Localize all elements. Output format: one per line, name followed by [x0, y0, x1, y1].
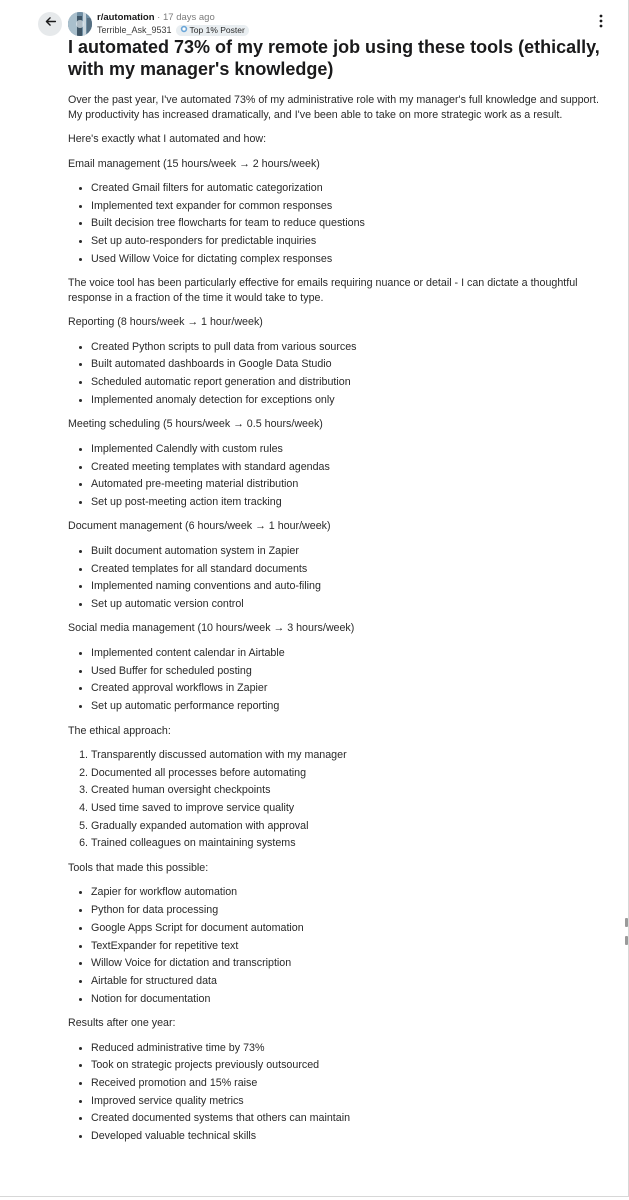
more-vertical-icon [599, 14, 603, 33]
meta-separator: · [157, 12, 161, 23]
section-heading-documents: Document management (6 hours/week → 1 hour/week) [68, 520, 331, 533]
post-title: I automated 73% of my remote job using these tools (ethically, with my manager's knowledge) [68, 37, 600, 79]
list-item: 4. Used time saved to improve service quality [91, 801, 613, 816]
list-item: • Created Gmail filters for automatic categorization [91, 181, 613, 196]
scroll-edge-marks [624, 914, 629, 954]
subreddit-avatar[interactable] [68, 12, 92, 36]
list-item: • Set up automatic version control [91, 597, 613, 612]
list-item: • Used Willow Voice for dictating complex responses [91, 252, 613, 267]
list-item: • Scheduled automatic report generation and distribution [91, 375, 613, 390]
reporting-list [68, 340, 613, 408]
subreddit-link[interactable]: r/automation [97, 12, 155, 23]
list-item: • Reduced administrative time by 73% [91, 1041, 613, 1056]
list-item: • Developed valuable technical skills [91, 1129, 613, 1144]
list-item: • Built automated dashboards in Google Data Studio [91, 357, 613, 372]
meetings-list [68, 442, 613, 510]
list-item: • Implemented Calendly with custom rules [91, 442, 613, 457]
results-list [68, 1041, 613, 1144]
list-item: • Implemented naming conventions and auto-filing [91, 579, 613, 594]
list-item: 2. Documented all processes before automating [91, 766, 613, 781]
list-item: 3. Created human oversight checkpoints [91, 783, 613, 798]
list-item: • Built document automation system in Zapier [91, 544, 613, 559]
tools-list [68, 885, 613, 1006]
list-item: • Zapier for workflow automation [91, 885, 613, 900]
list-item: • Created approval workflows in Zapier [91, 681, 613, 696]
section-heading-meetings: Meeting scheduling (5 hours/week → 0.5 hours/week) [68, 418, 323, 431]
post-meta [97, 12, 249, 36]
badge-icon [180, 25, 190, 36]
lead-paragraph: Here's exactly what I automated and how: [68, 133, 267, 145]
list-item: • Created documented systems that others can maintain [91, 1111, 613, 1126]
list-item: 1. Transparently discussed automation with my manager [91, 748, 613, 763]
section-heading-social: Social media management (10 hours/week → 3 hours/week) [68, 622, 355, 635]
section-heading-email: Email management (15 hours/week → 2 hours/week) [68, 157, 320, 170]
list-item: • Automated pre-meeting material distribution [91, 477, 613, 492]
list-item: • Created Python scripts to pull data from various sources [91, 340, 613, 355]
intro-paragraph: Over the past year, I've automated 73% of my administrative role with my manager's full knowledge and support. My productivity has increased dramatically, and I've been able to take on more strategic work as a result. [68, 94, 599, 121]
list-item: • TextExpander for repetitive text [91, 939, 613, 954]
back-button[interactable] [38, 12, 62, 36]
user-flair [176, 25, 249, 36]
list-item: 5. Gradually expanded automation with approval [91, 819, 613, 834]
voice-tool-note: The voice tool has been particularly effective for emails requiring nuance or detail - I can dictate a thoughtful response in a fraction of the time it would take to type. [68, 277, 578, 304]
more-options-button[interactable] [594, 14, 608, 32]
list-item: • Google Apps Script for document automation [91, 921, 613, 936]
list-item: • Implemented text expander for common responses [91, 199, 613, 214]
list-item: • Set up auto-responders for predictable inquiries [91, 234, 613, 249]
social-list [68, 646, 613, 714]
list-item: • Took on strategic projects previously outsourced [91, 1058, 613, 1073]
list-item: • Received promotion and 15% raise [91, 1076, 613, 1091]
email-list [68, 181, 613, 266]
list-item: • Implemented anomaly detection for exceptions only [91, 393, 613, 408]
list-item: • Set up automatic performance reporting [91, 699, 613, 714]
post-time: 17 days ago [162, 12, 215, 23]
section-heading-tools: Tools that made this possible: [68, 861, 209, 874]
flair-label: Top 1% Poster [189, 24, 245, 35]
section-heading-reporting: Reporting (8 hours/week → 1 hour/week) [68, 316, 263, 329]
list-item: • Set up post-meeting action item tracking [91, 495, 613, 510]
list-item: • Built decision tree flowcharts for team to reduce questions [91, 216, 613, 231]
author-link[interactable]: Terrible_Ask_9531 [97, 25, 172, 35]
list-item: • Used Buffer for scheduled posting [91, 664, 613, 679]
list-item: • Willow Voice for dictation and transcription [91, 956, 613, 971]
list-item: • Created meeting templates with standard agendas [91, 460, 613, 475]
section-heading-ethics: The ethical approach: [68, 724, 171, 737]
section-heading-results: Results after one year: [68, 1017, 176, 1030]
list-item: • Created templates for all standard documents [91, 562, 613, 577]
arrow-left-icon [44, 15, 57, 33]
ethics-list [68, 748, 613, 851]
list-item: • Python for data processing [91, 903, 613, 918]
post-body [68, 93, 613, 1154]
list-item: • Improved service quality metrics [91, 1094, 613, 1109]
list-item: • Airtable for structured data [91, 974, 613, 989]
list-item: • Notion for documentation [91, 992, 613, 1007]
list-item: • Implemented content calendar in Airtable [91, 646, 613, 661]
list-item: 6. Trained colleagues on maintaining systems [91, 836, 613, 851]
documents-list [68, 544, 613, 612]
